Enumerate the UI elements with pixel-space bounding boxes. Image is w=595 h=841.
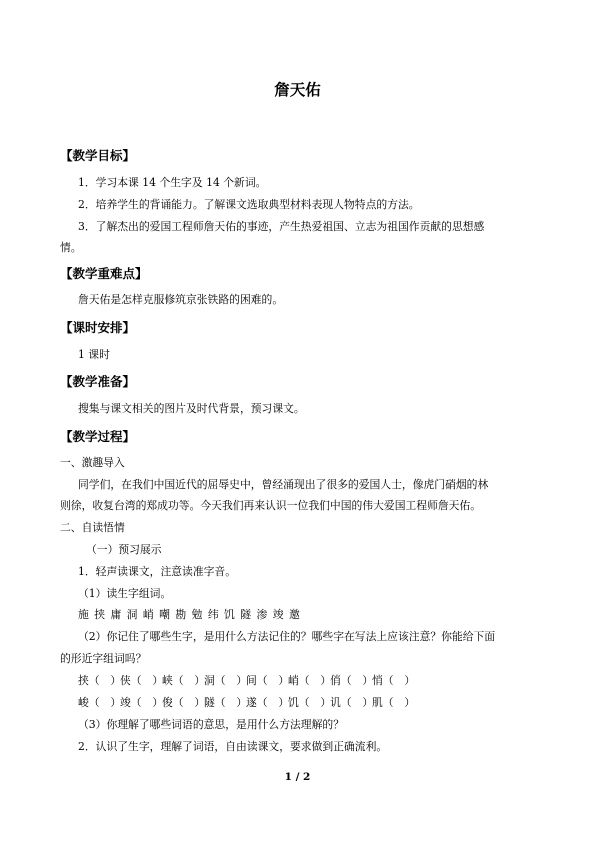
char-blank: 饥（ ）	[288, 696, 332, 709]
preparation-text: 搜集与课文相关的图片及时代背景，预习课文。	[78, 402, 305, 415]
char-blank: 间（ ）	[246, 674, 290, 687]
char-blank: 侠（ ）	[120, 674, 164, 687]
char-blank: 俊（ ）	[162, 696, 206, 709]
goal-item-2: 2．培养学生的背诵能力。了解课文选取典型材料表现人物特点的方法。	[78, 198, 420, 211]
schedule-text: 1 课时	[78, 348, 110, 361]
goal-item-1: 1．学习本课 14 个生字及 14 个新词。	[78, 176, 267, 189]
char-list: 施 挟 庸 洞 峭 嘲 勘 勉 纬 饥 隧 渗 竣 邀	[78, 608, 301, 621]
char-blank: 竣（ ）	[120, 696, 164, 709]
process-q1: （1）读生字组词。	[78, 587, 172, 600]
char-blank: 峭（ ）	[288, 674, 332, 687]
char-blank: 隧（ ）	[204, 696, 248, 709]
process-q3: （3）你理解了哪些词语的意思，是用什么方法理解的？	[78, 718, 344, 731]
process-part1-line1: 同学们，在我们中国近代的屈辱史中，曾经涌现出了很多的爱国人士，像虎门硝烟的林	[78, 478, 489, 491]
process-q2-line2: 的形近字组词吗？	[60, 652, 147, 665]
char-blank: 峻（ ）	[78, 696, 122, 709]
char-blank: 俏（ ）	[330, 674, 374, 687]
section-heading-key-points: 【教学重难点】	[60, 266, 148, 281]
process-sub1: （一）预习展示	[86, 543, 162, 556]
char-blank: 洞（ ）	[204, 674, 248, 687]
goal-item-3: 3．了解杰出的爱国工程师詹天佑的事迹，产生热爱祖国、立志为祖国作贡献的思想感	[78, 220, 485, 233]
similar-chars-row-2	[78, 696, 414, 710]
char-blank: 峡（ ）	[162, 674, 206, 687]
char-blank: 肌（ ）	[372, 696, 416, 709]
page-title: 詹天佑	[274, 81, 321, 99]
section-heading-goals: 【教学目标】	[60, 148, 136, 163]
page-number: 1 / 2	[284, 771, 311, 783]
char-blank: 遂（ ）	[246, 696, 290, 709]
goal-item-3-cont: 情。	[60, 241, 82, 254]
key-points-text: 詹天佑是怎样克服修筑京张铁路的困难的。	[78, 293, 284, 306]
section-heading-process: 【教学过程】	[60, 429, 136, 444]
similar-chars-row-1	[78, 674, 414, 688]
process-q2-line1: （2）你记住了哪些生字，是用什么方法记住的？哪些字在写法上应该注意？你能给下面	[78, 630, 496, 643]
section-heading-preparation: 【教学准备】	[60, 374, 136, 389]
process-step1: 1．轻声读课文，注意读准字音。	[78, 565, 237, 578]
char-blank: 悄（ ）	[372, 674, 416, 687]
process-part1-title: 一、激趣导入	[60, 456, 125, 469]
process-step2: 2．认识了生字，理解了词语，自由读课文，要求做到正确流利。	[78, 740, 388, 753]
section-heading-schedule: 【课时安排】	[60, 320, 136, 335]
char-blank: 挟（ ）	[78, 674, 122, 687]
process-part2-title: 二、自读悟情	[60, 521, 125, 534]
char-blank: 讥（ ）	[330, 696, 374, 709]
process-part1-line2: 则徐，收复台湾的郑成功等。今天我们再来认识一位我们中国的伟大爱国工程师詹天佑。	[60, 499, 482, 512]
